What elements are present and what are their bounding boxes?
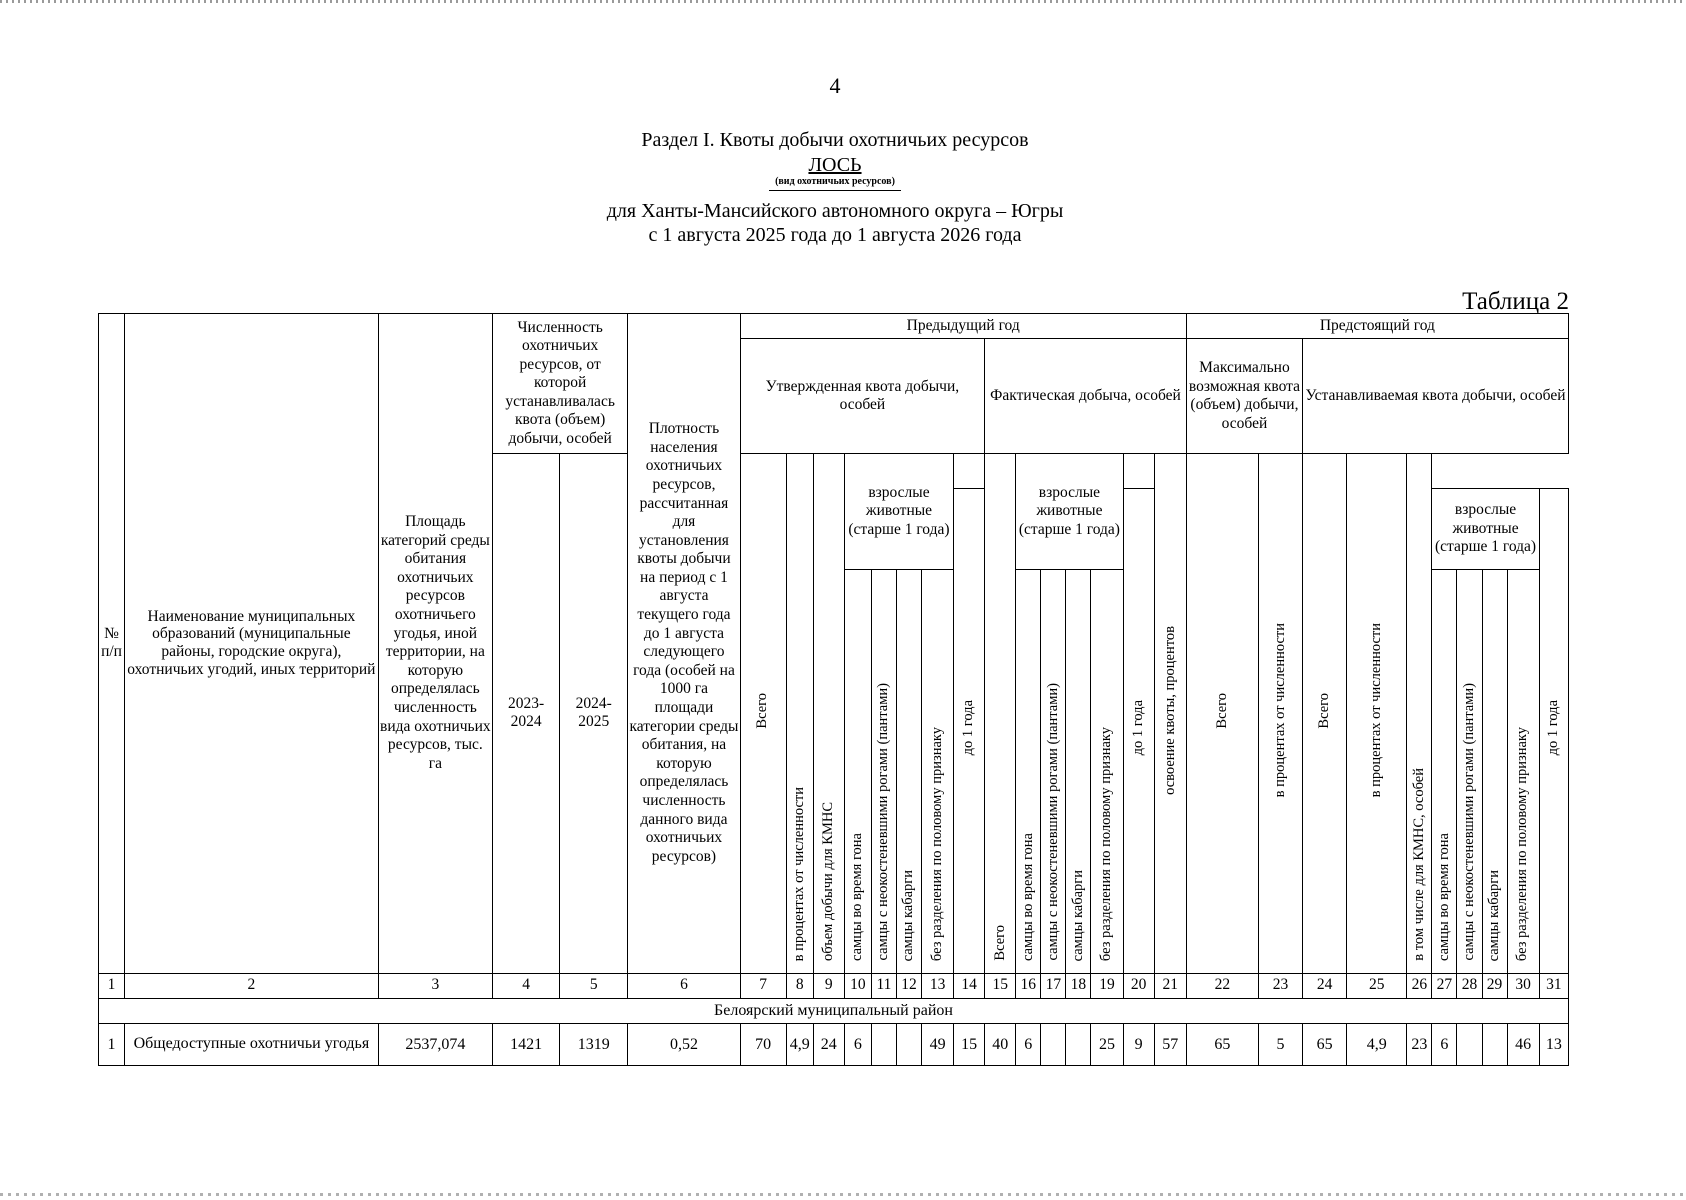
column-number: 27 <box>1432 973 1457 998</box>
column-number: 24 <box>1303 973 1347 998</box>
vertical-label: до 1 года <box>1129 700 1146 756</box>
table-cell: 2537,074 <box>378 1023 492 1066</box>
vertical-label: самцы с неокостеневшими рогами (пантами) <box>1044 683 1061 961</box>
column-number: 19 <box>1091 973 1123 998</box>
row-name-cell: Общедоступные охотничьи угодья <box>125 1023 379 1066</box>
table-cell: 0,52 <box>628 1023 740 1066</box>
column-number: 5 <box>560 973 628 998</box>
table-cell: 24 <box>813 1023 844 1066</box>
vertical-label: до 1 года <box>960 700 977 756</box>
vertical-label: самцы с неокостеневшими рогами (пантами) <box>875 683 892 961</box>
column-number: 4 <box>492 973 559 998</box>
column-number: 2 <box>125 973 379 998</box>
header-quota-use <box>1154 454 1186 973</box>
column-number: 31 <box>1539 973 1568 998</box>
vertical-label: самцы кабарги <box>1069 869 1086 961</box>
vertical-label: в процентах от численности <box>1368 623 1385 798</box>
header-approved-males-antlers <box>871 569 896 973</box>
table-cell: 1421 <box>492 1023 559 1066</box>
vertical-label: объем добычи для КМНС <box>820 801 837 961</box>
column-number: 7 <box>740 973 786 998</box>
table-cell: 5 <box>1258 1023 1302 1066</box>
scan-edge-bottom <box>0 1193 1686 1196</box>
header-gap <box>1123 454 1154 489</box>
table-caption: Таблица 2 <box>1462 288 1569 315</box>
district-name: Белоярский муниципальный район <box>99 999 1569 1023</box>
vertical-label: самцы кабарги <box>1485 869 1502 961</box>
column-number: 26 <box>1407 973 1432 998</box>
table-cell <box>1482 1023 1507 1066</box>
header-set-no-sex <box>1507 569 1539 973</box>
header-set-pct <box>1347 454 1407 973</box>
table-cell: 1319 <box>560 1023 628 1066</box>
table-cell: 23 <box>1407 1023 1432 1066</box>
header-set-kmns <box>1407 454 1432 973</box>
header-number: № п/п <box>99 314 125 974</box>
header-approved-quota: Утвержденная квота добычи, особей <box>740 339 985 454</box>
header-pop-2024-2025: 2024-2025 <box>560 454 628 973</box>
header-population: Численность охотничьих ресурсов, от которой устанавливалась квота (объем) добычи, особей <box>492 314 627 454</box>
table-cell <box>896 1023 921 1066</box>
table-cell: 13 <box>1539 1023 1568 1066</box>
column-number: 17 <box>1041 973 1066 998</box>
vertical-label: в процентах от численности <box>1271 623 1288 798</box>
header-actual-under1 <box>1123 489 1154 973</box>
column-number: 13 <box>922 973 954 998</box>
vertical-label: в процентах от численности <box>791 786 808 961</box>
column-number: 12 <box>896 973 921 998</box>
header-max-total <box>1186 454 1258 973</box>
vertical-label: самцы во время гона <box>1019 832 1036 961</box>
vertical-label: без разделения по половому признаку <box>1514 726 1531 961</box>
table-cell: 4,9 <box>1347 1023 1407 1066</box>
table-cell: 6 <box>844 1023 871 1066</box>
header-approved-adults: взрослые животные (старше 1 года) <box>844 454 953 570</box>
table-cell: 65 <box>1186 1023 1258 1066</box>
header-gap <box>954 454 985 489</box>
header-upcoming-year: Предстоящий год <box>1186 314 1568 339</box>
header-approved-no-sex <box>922 569 954 973</box>
header-max-pct <box>1258 454 1302 973</box>
region-title: для Ханты-Мансийского автономного округа – Югры <box>606 200 1064 222</box>
header-set-quota: Устанавливаемая квота добычи, особей <box>1303 339 1569 454</box>
column-number: 23 <box>1258 973 1302 998</box>
header-actual-total <box>985 454 1016 973</box>
period-title: с 1 августа 2025 года до 1 августа 2026 года <box>648 224 1022 246</box>
table-cell: 46 <box>1507 1023 1539 1066</box>
vertical-label: Всего <box>1213 692 1230 729</box>
vertical-label: Всего <box>1315 692 1332 729</box>
district-row <box>99 999 1569 1023</box>
header-set-males-musk <box>1482 569 1507 973</box>
column-number: 3 <box>378 973 492 998</box>
header-actual-males-antlers <box>1041 569 1066 973</box>
column-number: 14 <box>954 973 985 998</box>
species-caption: (вид охотничьих ресурсов) <box>775 176 895 187</box>
column-number: 29 <box>1482 973 1507 998</box>
header-actual-no-sex <box>1091 569 1123 973</box>
vertical-label: Всего <box>991 925 1008 961</box>
header-actual-males-rut <box>1016 569 1041 973</box>
page-number: 4 <box>829 73 841 98</box>
table-cell <box>1457 1023 1482 1066</box>
header-max-quota: Максимально возможная квота (объем) добычи, особей <box>1186 339 1302 454</box>
header-set-males-rut <box>1432 569 1457 973</box>
header-previous-year: Предыдущий год <box>740 314 1186 339</box>
title-block <box>0 128 1670 247</box>
column-number: 10 <box>844 973 871 998</box>
table-cell: 65 <box>1303 1023 1347 1066</box>
section-title: Раздел I. Квоты добычи охотничьих ресурсов <box>641 129 1029 151</box>
header-name: Наименование муниципальных образований (муниципальные районы, городские округа), охотничьих угодий, иных территорий <box>125 314 379 974</box>
header-set-males-antlers <box>1457 569 1482 973</box>
column-number: 1 <box>99 973 125 998</box>
header-gap <box>1539 454 1568 489</box>
header-approved-males-musk <box>896 569 921 973</box>
table-cell: 49 <box>922 1023 954 1066</box>
column-number: 30 <box>1507 973 1539 998</box>
table-cell: 1 <box>99 1023 125 1066</box>
table-row <box>99 1023 1569 1066</box>
quota-table <box>98 313 1569 1066</box>
table-cell: 6 <box>1432 1023 1457 1066</box>
column-number: 28 <box>1457 973 1482 998</box>
vertical-label: самцы с неокостеневшими рогами (пантами) <box>1460 683 1477 961</box>
header-set-total <box>1303 454 1347 973</box>
table-cell <box>1041 1023 1066 1066</box>
column-number: 25 <box>1347 973 1407 998</box>
species-block <box>769 154 901 191</box>
column-number: 11 <box>871 973 896 998</box>
header-density: Плотность населения охотничьих ресурсов, рассчитанная для установления квоты добычи на период с 1 августа текущего года до 1 августа следующего года (особей на 1000 га площади категории среды обитания, на которую определялась численность данного вида охотничьих ресурсов) <box>628 314 740 974</box>
header-approved-pct <box>786 454 813 973</box>
vertical-label: самцы кабарги <box>900 869 917 961</box>
column-number: 15 <box>985 973 1016 998</box>
vertical-label: самцы во время гона <box>1435 832 1452 961</box>
header-set-adults: взрослые животные (старше 1 года) <box>1432 489 1539 570</box>
table-cell: 15 <box>954 1023 985 1066</box>
header-area: Площадь категорий среды обитания охотничьих ресурсов охотничьего угодья, иной территории, на которую определялась численность вида охотничьих ресурсов, тыс. га <box>378 314 492 974</box>
table-cell: 57 <box>1154 1023 1186 1066</box>
vertical-label: Всего <box>754 692 771 729</box>
data-rows <box>99 1023 1569 1066</box>
header-approved-under1 <box>954 489 985 973</box>
column-number-row <box>99 973 1569 998</box>
column-number: 20 <box>1123 973 1154 998</box>
column-number: 6 <box>628 973 740 998</box>
header-set-under1 <box>1539 489 1568 973</box>
table-cell: 6 <box>1016 1023 1041 1066</box>
table-cell: 70 <box>740 1023 786 1066</box>
vertical-label: освоение квоты, процентов <box>1161 626 1178 795</box>
vertical-label: самцы во время гона <box>849 832 866 961</box>
header-approved-males-rut <box>844 569 871 973</box>
column-number: 22 <box>1186 973 1258 998</box>
table-cell <box>871 1023 896 1066</box>
header-actual-harvest: Фактическая добыча, особей <box>985 339 1187 454</box>
table-cell: 25 <box>1091 1023 1123 1066</box>
column-number: 18 <box>1066 973 1091 998</box>
header-gap <box>1432 454 1539 489</box>
vertical-label: без разделения по половому признаку <box>928 726 945 961</box>
vertical-label: до 1 года <box>1545 700 1562 756</box>
table-cell: 9 <box>1123 1023 1154 1066</box>
column-number: 8 <box>786 973 813 998</box>
header-actual-adults: взрослые животные (старше 1 года) <box>1016 454 1123 570</box>
header-actual-males-musk <box>1066 569 1091 973</box>
column-number: 9 <box>813 973 844 998</box>
header-approved-kmns <box>813 454 844 973</box>
scan-edge-top <box>0 0 1686 3</box>
table-cell <box>1066 1023 1091 1066</box>
column-number: 16 <box>1016 973 1041 998</box>
species-name: ЛОСЬ <box>808 154 862 176</box>
table-cell: 40 <box>985 1023 1016 1066</box>
vertical-label: без разделения по половому признаку <box>1098 726 1115 961</box>
header-pop-2023-2024: 2023-2024 <box>492 454 559 973</box>
vertical-label: в том числе для КМНС, особей <box>1410 768 1427 961</box>
header-approved-total <box>740 454 786 973</box>
table-cell: 4,9 <box>786 1023 813 1066</box>
column-number: 21 <box>1154 973 1186 998</box>
